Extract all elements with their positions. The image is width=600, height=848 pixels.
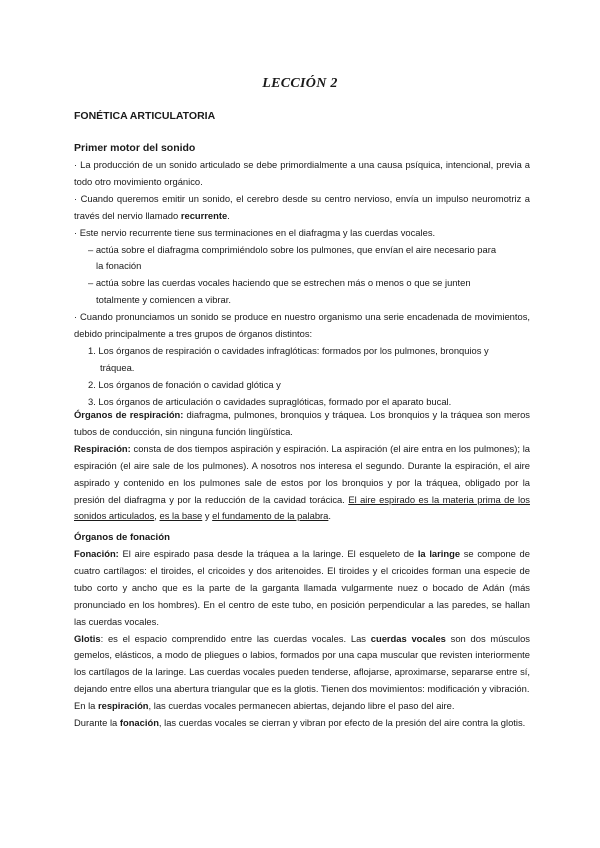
text-run: y <box>202 510 213 522</box>
text-run: . <box>227 209 230 221</box>
dash-item-cont: la fonación <box>96 260 142 272</box>
paragraph <box>74 191 530 225</box>
numbered-item: 3. Los órganos de articulación o cavidades supraglóticas, formado por el aparato bucal. <box>88 395 452 407</box>
paragraph: · Cuando pronunciamos un sonido se produce en nuestro organismo una serie encadenada de movimientos, debido principalmente a tres grupos de órganos distintos: <box>74 311 530 340</box>
text-run: diafragma, pulmones, bronquios y tráquea. Los bronquios y la tráquea son meros tubos de conducción, sin ninguna función lingüística. <box>74 409 530 437</box>
paragraph: · La producción de un sonido articulado se debe primordialmente a una causa psíquica, intencional, previa a todo otro movimiento orgánico. <box>74 159 530 187</box>
fonacion-heading: Órganos de fonación <box>74 532 170 543</box>
bold-term: recurrente <box>180 209 228 221</box>
underlined-text: el fundamento de la palabra <box>212 510 329 522</box>
text-run: En la <box>74 700 98 712</box>
paragraph <box>74 698 530 715</box>
bold-term: respiración <box>97 700 149 712</box>
paragraph: · Este nervio recurrente tiene sus terminaciones en el diafragma y las cuerdas vocales. <box>74 226 436 238</box>
text-run: · Cuando queremos emitir un sonido, el cerebro desde su centro nervioso, envía un impulso neuromotriz a través del nervio llamado <box>74 192 530 221</box>
text-run: : es el espacio comprendido entre las cuerdas vocales. Las <box>100 632 371 644</box>
subsection-title: Primer motor del sonido <box>74 142 196 154</box>
text-run: El aire espirado pasa desde la tráquea a la laringe. El esqueleto de <box>118 548 418 559</box>
text-run: se compone de cuatro cartílagos: el tiroides, el cricoides y dos aritenoides. El tiroides y el cricoides forman una especie de tubo corto y ancho que es la parte de la garganta llamada vulgarmente nuez o bocado de Adán (más pronunciado en los hombres). En el centro de este tubo, en posición perpendicular a las paredes, se hallan las cuerdas vocales. <box>74 548 530 627</box>
bold-term: Glotis <box>74 632 101 644</box>
dash-item: – actúa sobre las cuerdas vocales haciendo que se estrechen más o menos o que se junten <box>88 277 471 289</box>
primer-motor-body <box>74 157 530 411</box>
text-run: , las cuerdas vocales permanecen abiertas, dejando libre el paso del aire. <box>148 700 455 712</box>
text-run: , las cuerdas vocales se cierran y vibran por efecto de la presión del aire contra la glotis. <box>158 717 526 729</box>
paragraph <box>74 407 530 441</box>
text-run: Durante la <box>74 717 120 729</box>
text-run: . <box>328 510 331 522</box>
dash-item: – actúa sobre el diafragma comprimiéndolo sobre los pulmones, que envían el aire necesario para <box>88 243 497 255</box>
numbered-item: 1. Los órganos de respiración o cavidades infraglóticas: formados por los pulmones, bronquios y <box>88 344 489 356</box>
bold-term: la laringe <box>417 548 461 559</box>
numbered-item: 2. Los órganos de fonación o cavidad glótica y <box>88 378 281 390</box>
paragraph <box>74 441 530 526</box>
numbered-item-cont: tráquea. <box>100 361 135 373</box>
respiracion-section <box>74 407 530 525</box>
bold-term: cuerdas vocales <box>370 632 446 644</box>
text-run: son dos músculos gemelos, elásticos, a modo de pliegues o labios, formados por una capa muscular que revisten interiormente los cartílagos de la laringe. Las cuerdas vocales pueden tenderse, aflojarse, aproximarse, separarse entre sí, dejando entre ellos una abertura triangular que es la glotis. Tienen dos movimientos: modificación y vibración. <box>74 632 530 695</box>
underlined-text: es la base <box>159 510 203 522</box>
bold-term: Respiración: <box>74 442 131 454</box>
lesson-title: LECCIÓN 2 <box>262 76 338 91</box>
bold-term: fonación <box>119 717 159 729</box>
section-title: FONÉTICA ARTICULATORIA <box>74 110 216 122</box>
paragraph <box>74 715 530 732</box>
text-run: , <box>154 510 160 522</box>
bold-term: Fonación: <box>74 548 119 559</box>
bold-term: Órganos de respiración: <box>74 409 184 420</box>
fonacion-section <box>74 546 530 732</box>
underlined-text: El aire espirado es la materia prima de los sonidos articulados <box>74 493 530 522</box>
paragraph <box>74 631 530 699</box>
dash-item-cont: totalmente y comiencen a vibrar. <box>96 294 231 306</box>
text-run: consta de dos tiempos aspiración y espiración. La aspiración (el aire entra en los pulmones); la espiración (el aire sale de los pulmones). A nosotros nos interesa el segundo. Durante la espiración, el aire aspirado y contenido en los pulmones sale de estos por los bronquios y por la tráquea, obligado por la presión del diafragma y por la reducción de la cavidad torácica. <box>74 442 530 505</box>
paragraph <box>74 546 530 631</box>
